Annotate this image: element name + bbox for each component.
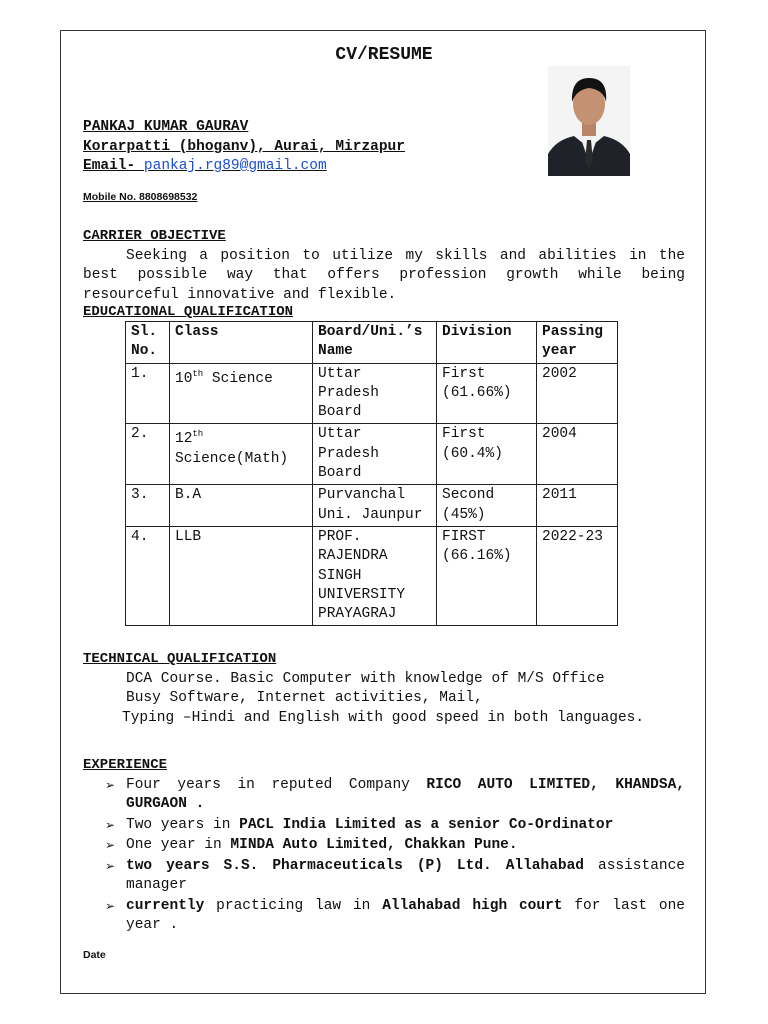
row-division: FIRST (66.16%) xyxy=(437,526,537,625)
column-header-board: Board/Uni.’s Name xyxy=(313,322,437,364)
contact-block xyxy=(83,118,405,177)
experience-item: ➢ Two years in PACL India Limited as a senior Co-Ordinator xyxy=(83,816,685,836)
column-header-sl: Sl. No. xyxy=(126,322,170,364)
candidate-address: Korarpatti (bhoganv), Aurai, Mirzapur xyxy=(83,138,405,155)
date-label: Date xyxy=(83,949,106,961)
table-row xyxy=(126,363,618,424)
technical-line-3: Typing –Hindi and English with good speed in both languages. xyxy=(122,709,645,726)
table-header-row xyxy=(126,322,618,364)
person-photo-icon xyxy=(548,66,630,176)
table-row xyxy=(126,485,618,527)
page-title: CV/RESUME xyxy=(335,45,433,65)
column-header-class: Class xyxy=(170,322,313,364)
row-board: PROF. RAJENDRA SINGH UNIVERSITY PRAYAGRAJ xyxy=(313,526,437,625)
objective-body: Seeking a position to utilize my skills and abilities in the best possible way that offers profession growth while being resourceful innovative and flexible. xyxy=(83,247,685,303)
column-header-division: Division xyxy=(437,322,537,364)
row-board: Uttar Pradesh Board xyxy=(313,424,437,485)
objective-heading: CARRIER OBJECTIVE xyxy=(83,228,226,244)
technical-line-1: DCA Course. Basic Computer with knowledge of M/S Office xyxy=(126,670,605,687)
row-class: 12th Science(Math) xyxy=(170,424,313,485)
objective-section xyxy=(83,227,685,305)
experience-section xyxy=(83,756,685,937)
arrow-bullet-icon: ➢ xyxy=(105,777,116,792)
experience-item: ➢ One year in MINDA Auto Limited, Chakkan Pune. xyxy=(83,836,685,856)
row-board: Uttar Pradesh Board xyxy=(313,363,437,424)
email-link[interactable]: pankaj.rg89@gmail.com xyxy=(143,158,327,174)
row-year: 2022-23 xyxy=(537,526,618,625)
technical-line-2: Busy Software, Internet activities, Mail, xyxy=(126,690,483,706)
row-sl: 3. xyxy=(126,485,170,527)
arrow-bullet-icon: ➢ xyxy=(105,858,116,873)
education-heading: EDUCATIONAL QUALIFICATION xyxy=(83,304,294,320)
row-class: B.A xyxy=(170,485,313,527)
column-header-year: Passing year xyxy=(537,322,618,364)
row-sl: 1. xyxy=(126,363,170,424)
arrow-bullet-icon: ➢ xyxy=(105,838,116,852)
row-year: 2011 xyxy=(537,485,618,527)
email-label: Email- xyxy=(83,158,144,174)
technical-heading: TECHNICAL QUALIFICATION xyxy=(83,651,277,667)
row-year: 2004 xyxy=(537,424,618,485)
arrow-bullet-icon: ➢ xyxy=(105,817,116,832)
mobile-number: Mobile No. 8808698532 xyxy=(83,191,198,203)
row-division: Second (45%) xyxy=(437,485,537,527)
row-class: 10th Science xyxy=(170,363,313,424)
email-line xyxy=(83,157,405,177)
objective-text xyxy=(83,247,685,306)
education-table xyxy=(125,321,618,626)
arrow-bullet-icon: ➢ xyxy=(105,898,116,913)
row-board: Purvanchal Uni. Jaunpur xyxy=(313,485,437,527)
candidate-name: PANKAJ KUMAR GAURAV xyxy=(83,119,249,135)
row-division: First (60.4%) xyxy=(437,424,537,485)
row-sl: 4. xyxy=(126,526,170,625)
experience-item: ➢ currently practicing law in Allahabad high court for last one year . xyxy=(105,897,685,933)
resume-page xyxy=(60,30,706,994)
experience-heading: EXPERIENCE xyxy=(83,757,168,773)
row-division: First (61.66%) xyxy=(437,363,537,424)
table-row xyxy=(126,526,618,625)
experience-item: ➢ two years S.S. Pharmaceuticals (P) Ltd. Allahabad assistance manager xyxy=(105,857,686,893)
table-row xyxy=(126,424,618,485)
experience-item: ➢ Four years in reputed Company RICO AUTO LIMITED, KHANDSA, GURGAON . xyxy=(105,776,685,812)
technical-section xyxy=(83,650,685,728)
row-sl: 2. xyxy=(126,424,170,485)
experience-list xyxy=(83,776,685,936)
row-class: LLB xyxy=(170,526,313,625)
row-year: 2002 xyxy=(537,363,618,424)
profile-photo xyxy=(548,66,630,176)
